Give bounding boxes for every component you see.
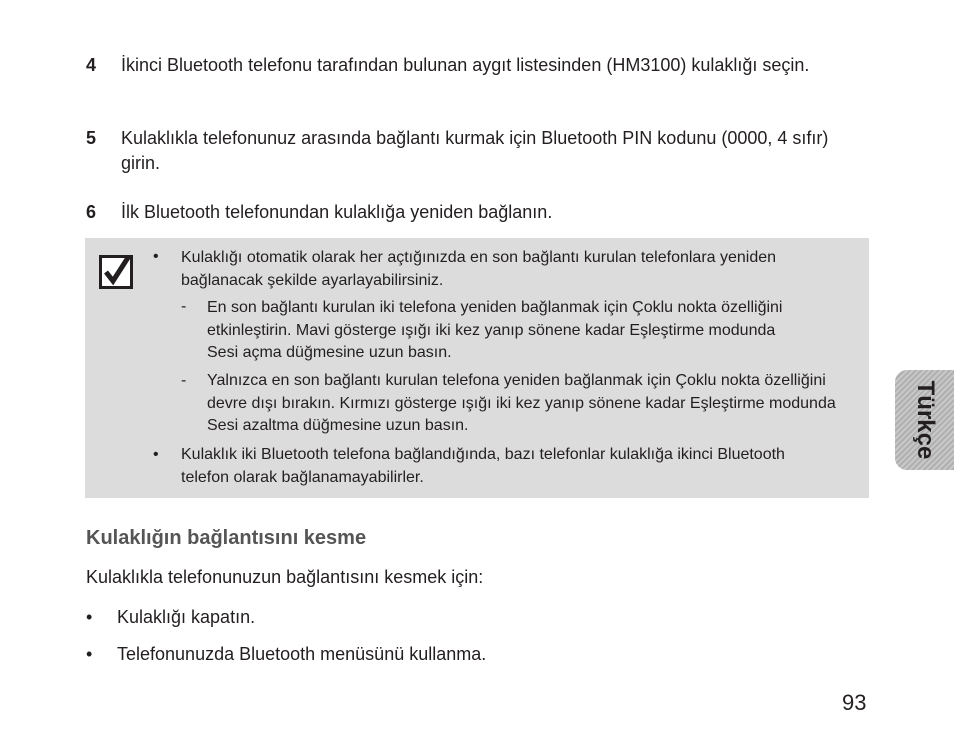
page-number: 93 [842,690,867,715]
section-intro: Kulaklıkla telefonunuzun bağlantısını kesmek için: [86,567,484,587]
list-item: Kulaklığı kapatın. [117,607,256,627]
section-heading: Kulaklığın bağlantısını kesme [86,527,367,549]
step-6: 6 İlk Bluetooth telefonundan kulaklığa yeniden bağlanın. [86,202,553,222]
note-box: • Kulaklığı otomatik olarak her açtığınızda en son bağlantı kurulan telefonlara yeniden bağlanacak şekilde ayarlayabilirsiniz. - En son bağlantı kurulan iki telefona yeniden bağlanmak için Çoklu nokta özelliğini etkinleştirin. Mavi gösterge ışığı iki kez yanıp sönene kadar Eşleştirme modunda Sesi açma düğmesine uzun basın. - Yalnızca en son bağlantı kurulan telefona yeniden bağlanmak için Çoklu nokta özelliğini devre dışı bırakın. Kırmızı gösterge ışığı iki kez yanıp sönene kadar Eşleştirme modunda Sesi azaltma düğmesine uzun basın. • Kulaklık iki Bluetooth telefona bağlandığında, bazı telefonlar kulaklığa ikinci Bluetooth telefon olarak bağlanamayabilirler. [85,238,869,498]
checkbox-icon [99,255,133,289]
step-5: 5 Kulaklıkla telefonunuz arasında bağlantı kurmak için Bluetooth PIN kodunu (0000, 4 sıfır) girin. [86,128,829,173]
note-sub-1: En son bağlantı kurulan iki telefona yeniden bağlanmak için Çoklu nokta özelliğini etkinleştirin. Mavi gösterge ışığı iki kez yanıp sönene kadar Eşleştirme modunda Sesi açma düğmesine uzun basın. [207,299,783,361]
note-bullet-2: Kulaklık iki Bluetooth telefona bağlandığında, bazı telefonlar kulaklığa ikinci Bluetooth telefon olarak bağlanamayabilirler. [181,446,785,486]
language-tab: Türkçe [895,370,954,470]
list-item: Telefonunuzda Bluetooth menüsünü kullanma. [117,644,487,664]
bullet-mark: • [86,607,93,627]
bullet-mark: • [86,644,93,664]
note-sub-2: Yalnızca en son bağlantı kurulan telefona yeniden bağlanmak için Çoklu nokta özelliğini devre dışı bırakın. Kırmızı gösterge ışığı iki kez yanıp sönene kadar Eşleştirme modunda Sesi azaltma düğmesine uzun basın. [207,372,836,434]
step-4: 4 İkinci Bluetooth telefonu tarafından bulunan aygıt listesinden (HM3100) kulaklığı seçin. [86,55,810,75]
note-bullet-1: Kulaklığı otomatik olarak her açtığınızda en son bağlantı kurulan telefonlara yeniden bağlanacak şekilde ayarlayabilirsiniz. [181,249,777,289]
